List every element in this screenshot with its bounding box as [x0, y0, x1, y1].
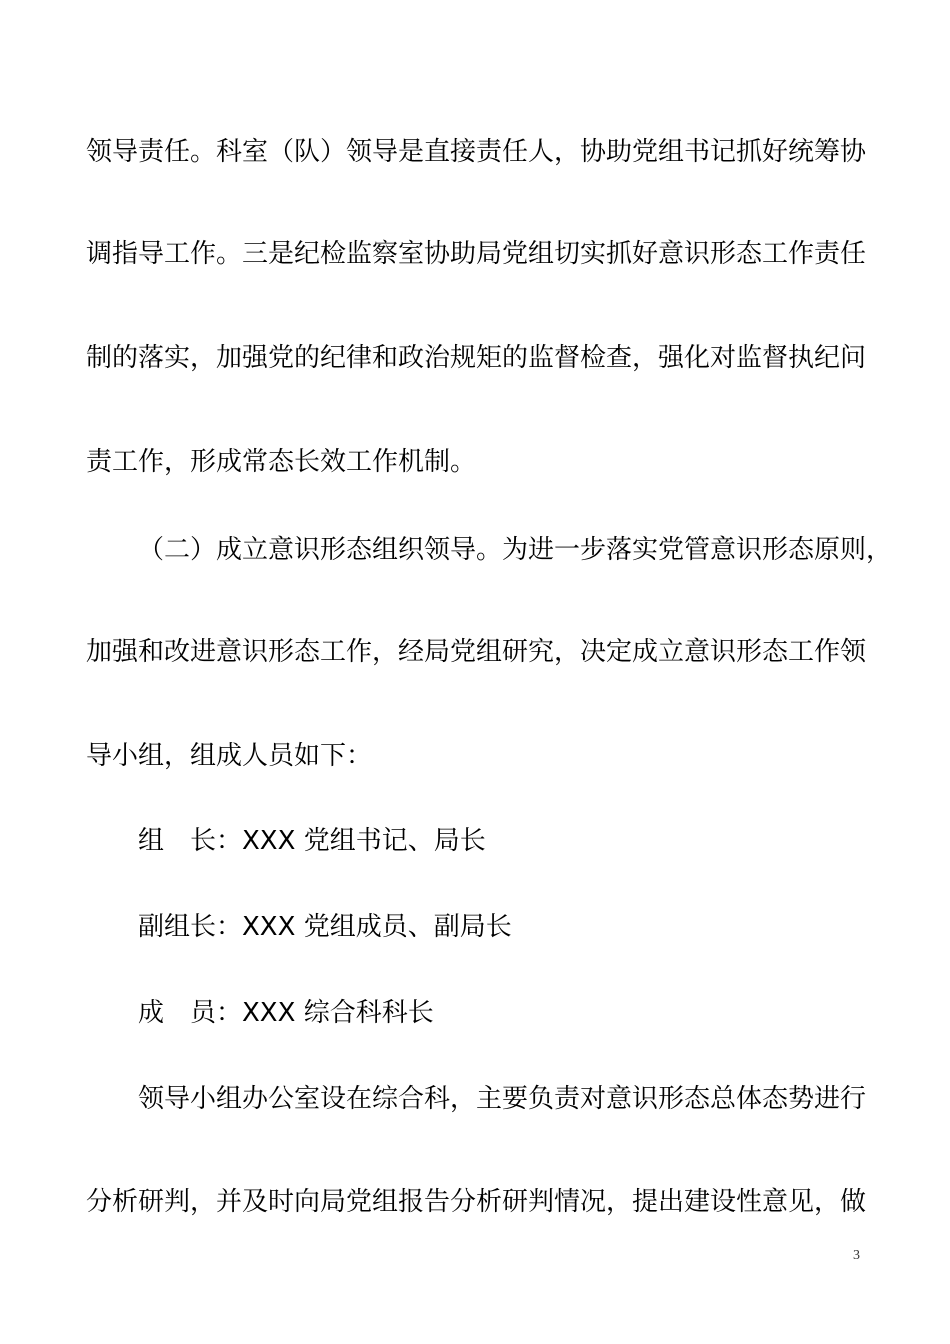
member-leader-line: 组 长：XXX 党组书记、局长 [138, 826, 486, 856]
body-text-line: 领导小组办公室设在综合科，主要负责对意识形态总体态势进行 [138, 1084, 867, 1114]
member-deputy-line: 副组长：XXX 党组成员、副局长 [138, 912, 512, 942]
body-text-line: 导小组，组成人员如下： [86, 741, 373, 771]
body-text-line: 分析研判，并及时向局党组报告分析研判情况，提出建设性意见，做 [86, 1187, 867, 1217]
body-text-line: 加强和改进意识形态工作，经局党组研究，决定成立意识形态工作领 [86, 637, 867, 667]
page-number: 3 [853, 1248, 860, 1263]
member-member-line: 成 员：XXX 综合科科长 [138, 998, 434, 1028]
body-text-line: 制的落实，加强党的纪律和政治规矩的监督检查，强化对监督执纪问 [86, 343, 867, 373]
body-text-line: 调指导工作。三是纪检监察室协助局党组切实抓好意识形态工作责任 [86, 239, 867, 269]
body-text-line: 责工作，形成常态长效工作机制。 [86, 447, 477, 477]
section-heading-line: （二）成立意识形态组织领导。为进一步落实党管意识形态原则， [138, 535, 893, 565]
body-text-line: 领导责任。科室（队）领导是直接责任人，协助党组书记抓好统筹协 [86, 137, 867, 167]
